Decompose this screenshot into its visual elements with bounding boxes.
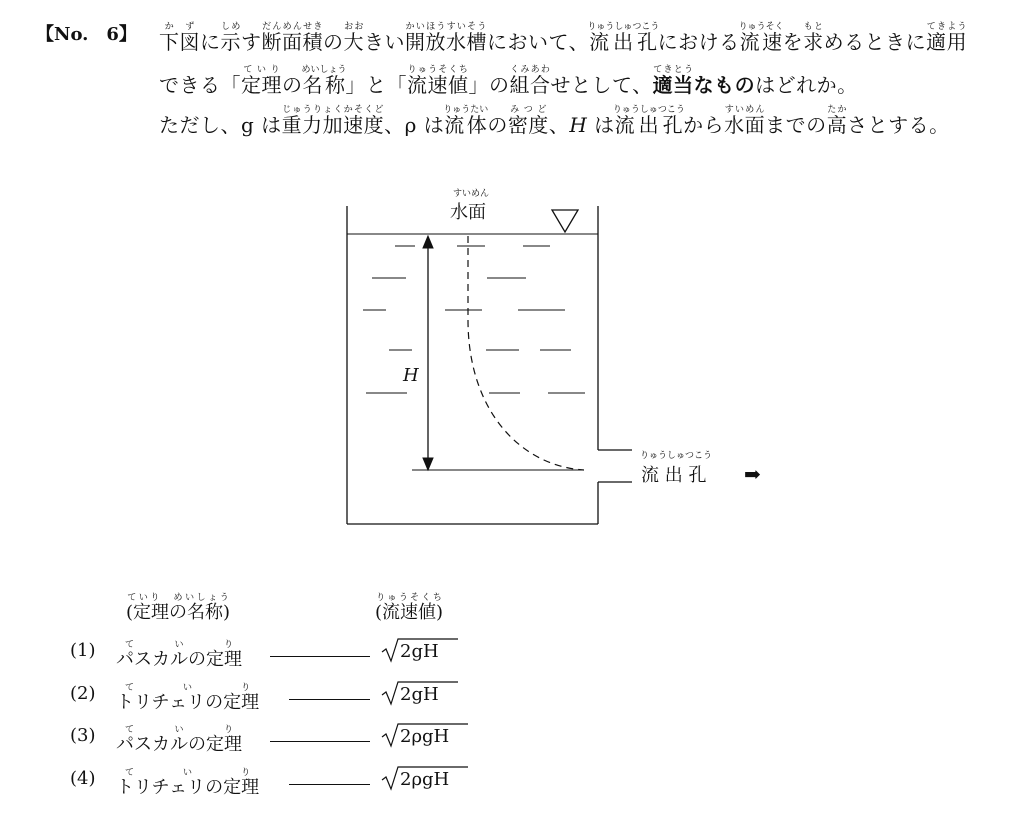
option-number: (2) — [70, 683, 96, 704]
question-number: 【No. 6】 — [36, 24, 137, 45]
water-level-marker-icon — [552, 210, 578, 232]
option-theorem-name: パスカルの定理ていり — [116, 725, 242, 755]
flow-direction-arrow-icon: ➡ — [744, 462, 761, 486]
option-number: (1) — [70, 640, 96, 661]
ruby-word: 水面すいめん — [724, 105, 766, 137]
outlet-label: 流 出 孔 — [641, 465, 707, 486]
connector-line — [289, 699, 370, 700]
ruby-word: 求もと — [803, 22, 824, 54]
ruby-word: 高たか — [826, 105, 848, 137]
ruby-word: 定理ていり — [241, 65, 282, 97]
option-theorem-name: パスカルの定理ていり — [116, 640, 242, 670]
column-header-theorem-name: (定理の名称)ていり めいしょう — [126, 593, 231, 623]
ruby-word: 流速値りゅうそくち — [407, 65, 469, 97]
ruby-word: 適用てきよう — [926, 22, 968, 54]
connector-line — [270, 656, 370, 657]
ruby-word: 下か — [159, 22, 180, 54]
column-header-flow-value: (流速値)りゅうそくち — [375, 593, 444, 623]
connector-line — [270, 741, 370, 742]
water-surface-label: 水面 — [450, 202, 486, 223]
question-line-3: ただし、g は重力加速度じゅうりょくかそくど、ρ は流体りゅうたいの密度みつど、H は流出孔りゅうしゅつこうから水面すいめんまでの高たかさとする。 — [159, 105, 950, 137]
ruby-word: 名称めいしょう — [301, 65, 347, 97]
question-line-1: 下か図ずに示しめす断面積だんめんせきの大おおきい開放水槽かいほうすいそうにおいて、流出孔りゅうしゅつこうにおける流速りゅうそくを求もとめるときに適用てきよう — [159, 22, 968, 54]
height-label: H — [403, 365, 419, 386]
connector-line — [289, 784, 370, 785]
ruby-word: 断面積だんめんせき — [261, 22, 323, 54]
ruby-word: 流出孔りゅうしゅつこう — [587, 22, 660, 54]
water-surface-ruby: すいめん — [453, 189, 490, 199]
ruby-word: 図ず — [179, 22, 200, 54]
ruby-word: 示しめ — [220, 22, 241, 54]
question-line-2: できる「定理ていりの名称めいしょう」と「流速値りゅうそくち」の組合くみあわせとして、適当てきとうなものはどれか。 — [159, 65, 858, 97]
ruby-word: 大おお — [343, 22, 364, 54]
option-number: (4) — [70, 768, 96, 789]
outlet-ruby: りゅうしゅつこう — [640, 451, 713, 461]
streamline-dashed — [468, 236, 584, 470]
tank-outline — [347, 206, 632, 524]
ruby-word: 重力加速度じゅうりょくかそくど — [281, 105, 385, 137]
option-number: (3) — [70, 725, 96, 746]
height-dimension-arrow — [423, 236, 433, 470]
ruby-word: 流体りゅうたい — [443, 105, 489, 137]
ruby-word: 組合くみあわ — [509, 65, 551, 97]
option-theorem-name: トリチェリの定理ていり — [116, 683, 260, 713]
option-theorem-name: トリチェリの定理ていり — [116, 768, 260, 798]
ruby-word: 密度みつど — [507, 105, 549, 137]
ruby-word: 流出孔りゅうしゅつこう — [612, 105, 685, 137]
ruby-word: 流速りゅうそく — [738, 22, 784, 54]
emphasis-text: 適当てきとうなもの — [652, 65, 756, 97]
ruby-word: 開放水槽かいほうすいそう — [405, 22, 487, 54]
